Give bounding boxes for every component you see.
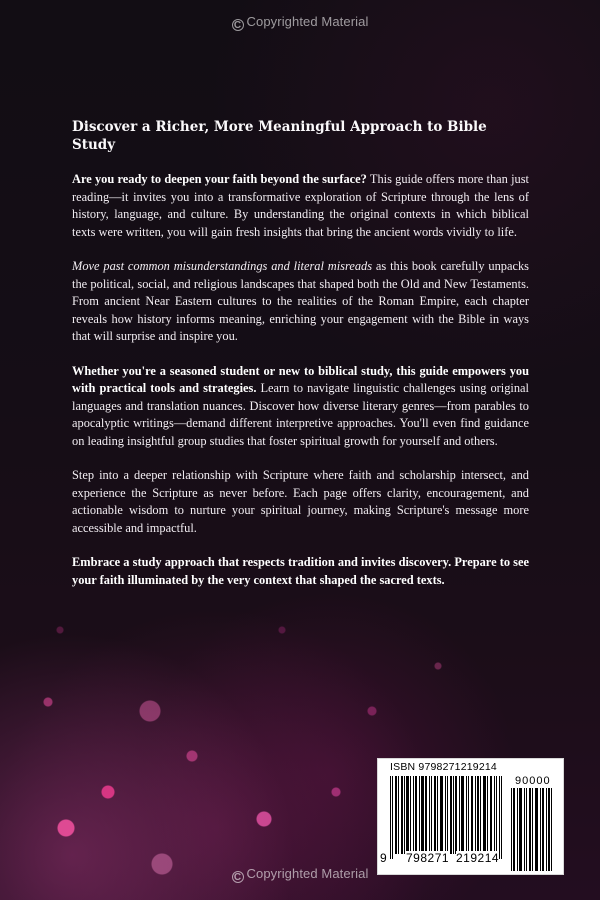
paragraph-2 (72, 258, 529, 346)
barcode-addon-bars (511, 788, 553, 871)
paragraph-1 (72, 171, 529, 241)
barcode-bars (390, 776, 502, 859)
barcode-digit-left: 9 (380, 851, 388, 865)
barcode-digit-group-2: 219214 (456, 851, 500, 865)
paragraph-1-text: This guide offers more than just reading—it invites you into a transformative exploration of Scripture through the lens of history, language, and culture. By understanding the original contexts in which biblical texts were written, you will gain fresh insights that bring the ancient words vividly to life. (72, 172, 529, 239)
isbn-label: ISBN 9798271219214 (390, 761, 497, 773)
isbn-barcode (377, 758, 564, 875)
back-cover-text (72, 118, 529, 606)
watermark-top-text: Copyrighted Material (246, 14, 369, 29)
barcode-digit-group-1: 798271 (406, 851, 450, 865)
watermark-bottom (0, 866, 600, 883)
watermark-bottom-text: Copyrighted Material (246, 866, 369, 881)
watermark-top (0, 14, 600, 31)
paragraph-3 (72, 363, 529, 451)
paragraph-3-lead: Whether you're a seasoned student or new to biblical study, this guide empowers you with practical tools and strategies. (72, 363, 529, 395)
paragraph-1-lead: Are you ready to deepen your faith beyond the surface? (72, 172, 367, 186)
paragraph-3-text: Learn to navigate linguistic challenges using original languages and translation nuances. Discover how diverse literary genres—from parables to apocalyptic writings—demand different interpretive approaches. You'll even find guidance on leading insightful group studies that foster spiritual growth for yourself and others. (72, 381, 529, 448)
paragraph-4: Step into a deeper relationship with Scripture where faith and scholarship intersect, and experience the Scripture as never before. Each page offers clarity, encouragement, and actionable wisdom to nurture your spiritual journey, making Scripture's message more accessible and impactful. (72, 468, 529, 535)
paragraph-2-text: as this book carefully unpacks the political, social, and religious landscapes that shaped both the Old and New Testaments. From ancient Near Eastern cultures to the realities of the Roman Empire, each chapter reveals how history informs meaning, enriching your engagement with the Bible in ways that will surprise and inspire you. (72, 259, 529, 343)
cover-heading: Discover a Richer, More Meaningful Approach to Bible Study (72, 119, 487, 153)
copyright-icon: C (232, 871, 244, 883)
copyright-icon: C (232, 19, 244, 31)
barcode-addon-number: 90000 (515, 775, 551, 787)
paragraph-5: Embrace a study approach that respects tradition and invites discovery. Prepare to see your faith illuminated by the very context that shaped the sacred texts. (72, 555, 529, 587)
paragraph-2-lead: Move past common misunderstandings and literal misreads (72, 259, 373, 273)
